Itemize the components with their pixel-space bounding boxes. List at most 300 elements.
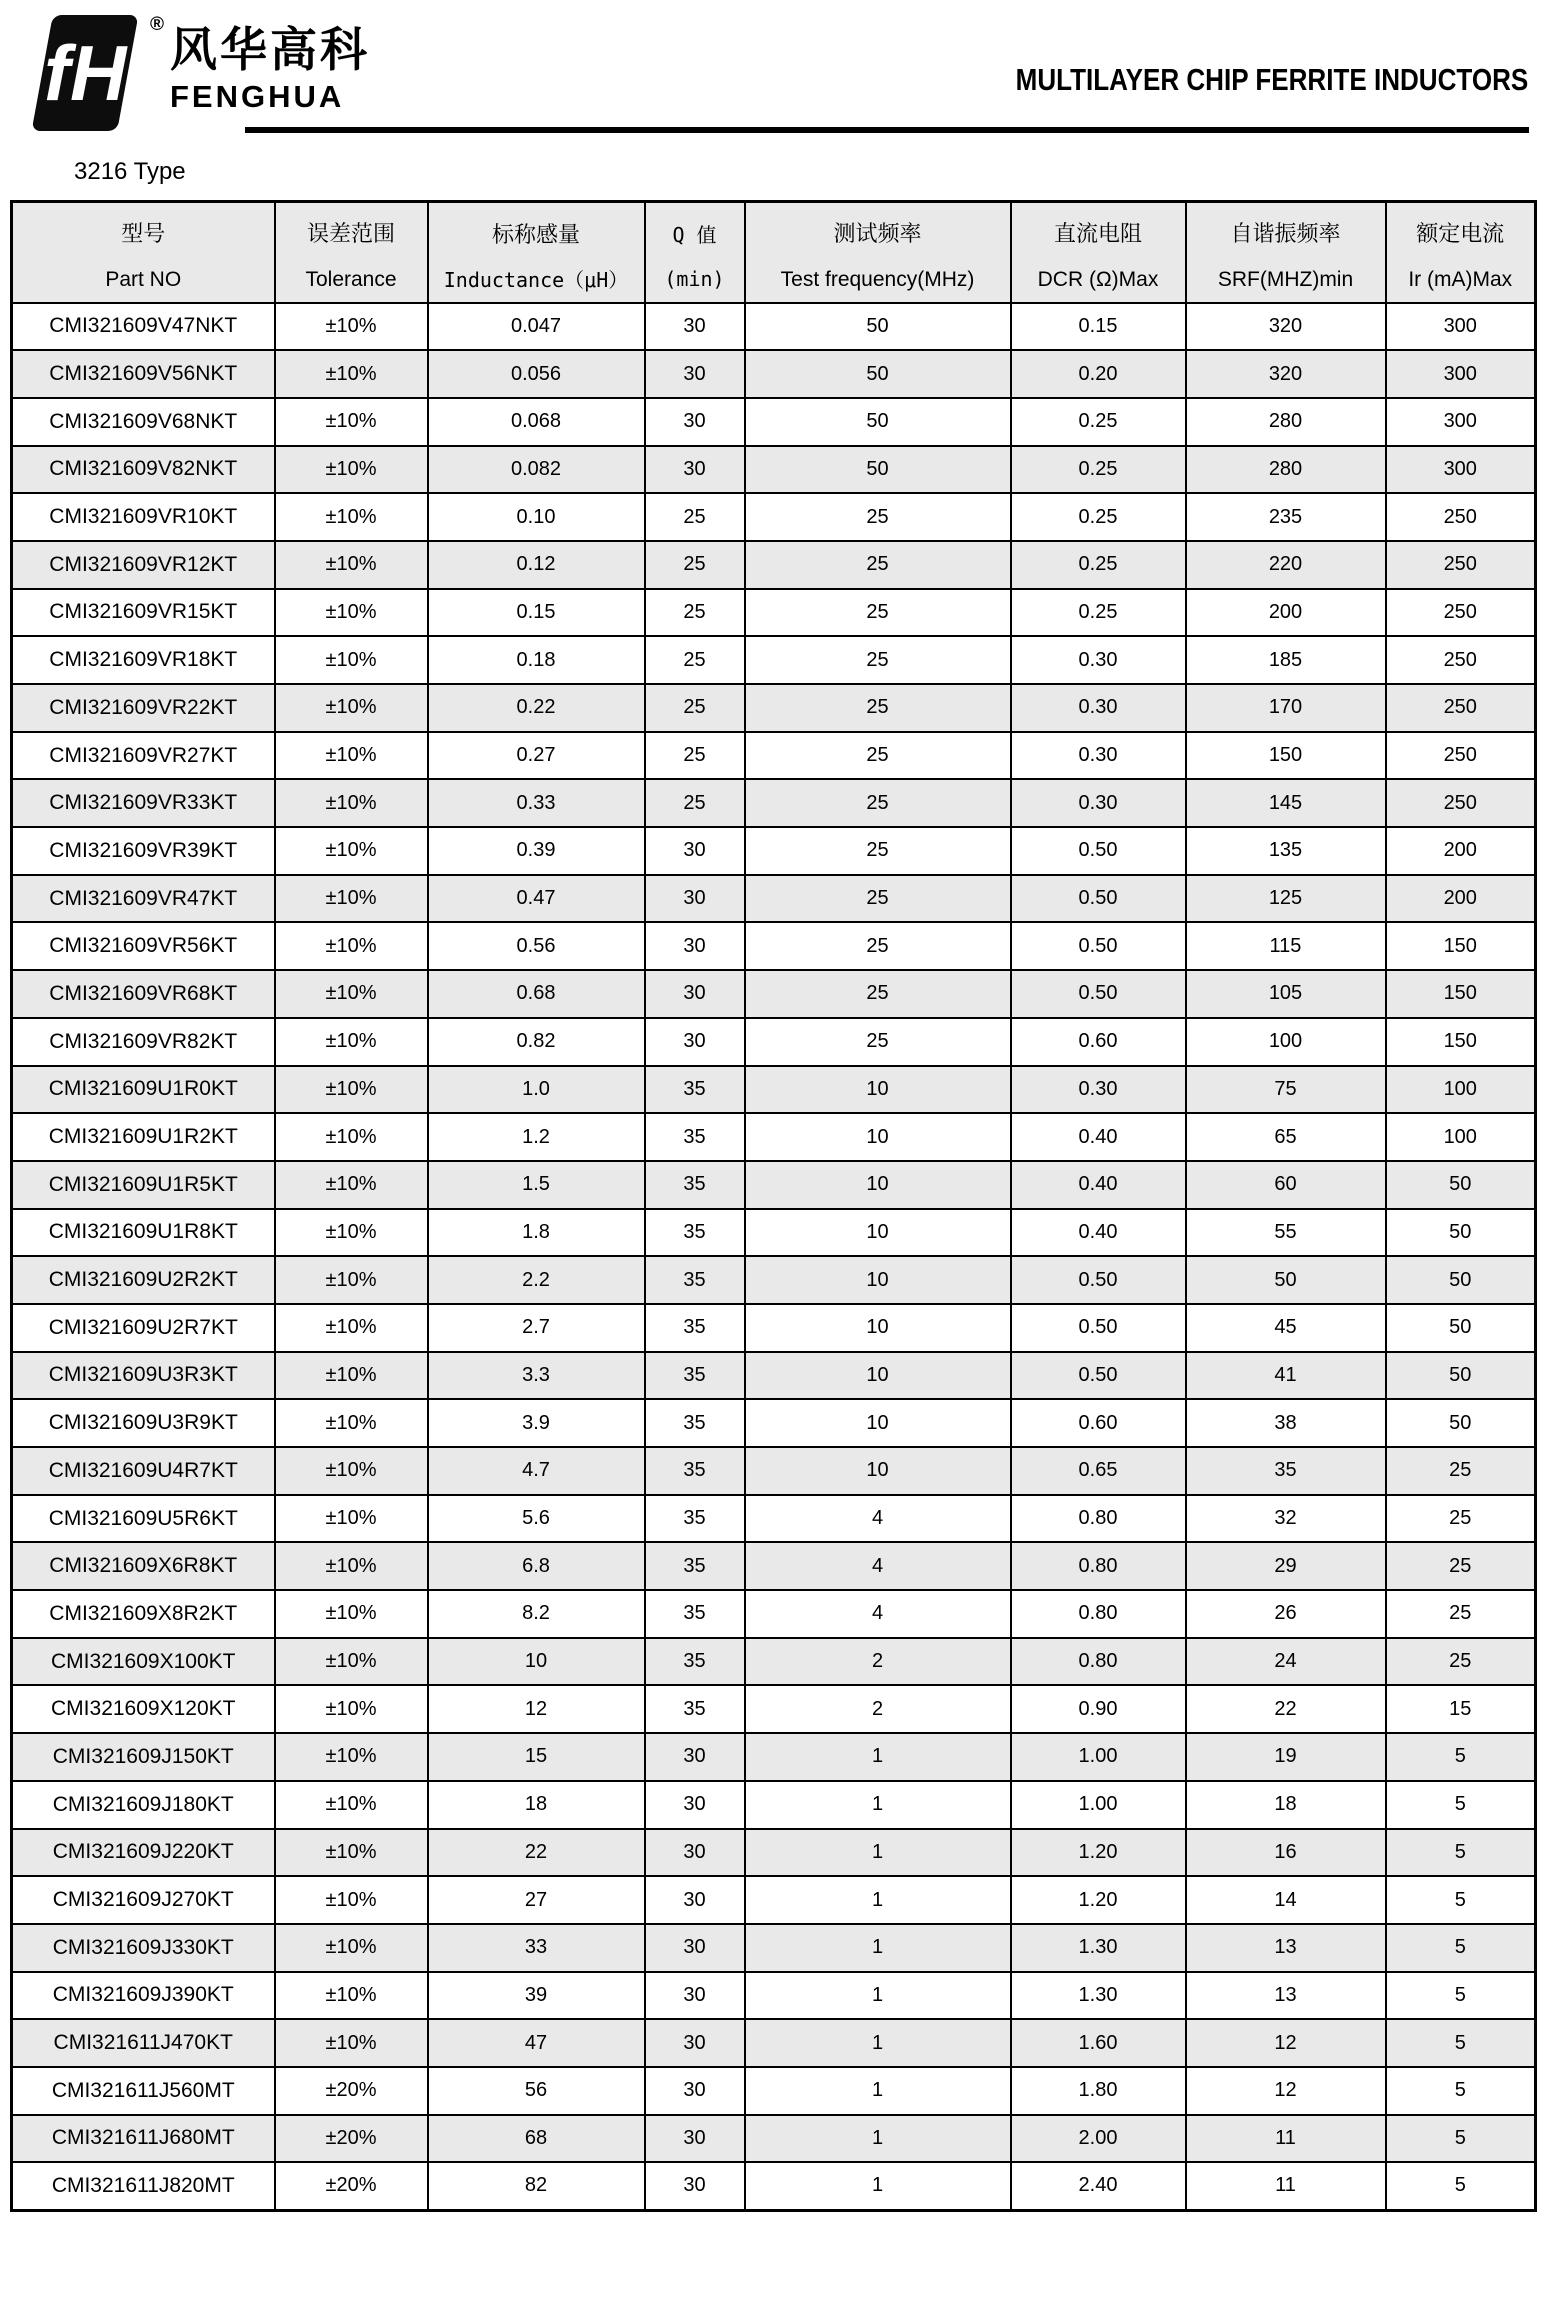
- cell-inductance: 0.15: [428, 589, 645, 637]
- cell-srf-min: 38: [1186, 1399, 1386, 1447]
- cell-test-frequency: 25: [745, 493, 1011, 541]
- cell-tolerance: ±10%: [275, 446, 428, 494]
- cell-inductance: 0.068: [428, 398, 645, 446]
- cell-test-frequency: 50: [745, 303, 1011, 351]
- cell-inductance: 0.18: [428, 636, 645, 684]
- cell-dcr-max: 0.65: [1011, 1447, 1186, 1495]
- cell-part-no: CMI321609X100KT: [12, 1638, 275, 1686]
- column-header-inductance: 标称感量 Inductance（μH）: [428, 202, 645, 303]
- cell-tolerance: ±10%: [275, 303, 428, 351]
- cell-dcr-max: 0.40: [1011, 1209, 1186, 1257]
- cell-test-frequency: 10: [745, 1447, 1011, 1495]
- cell-dcr-max: 1.20: [1011, 1876, 1186, 1924]
- cell-q-min: 35: [645, 1256, 745, 1304]
- column-header-test-frequency: 测试频率 Test frequency(MHz): [745, 202, 1011, 303]
- cell-srf-min: 105: [1186, 970, 1386, 1018]
- cell-dcr-max: 1.80: [1011, 2067, 1186, 2115]
- cell-q-min: 30: [645, 398, 745, 446]
- cell-part-no: CMI321609U1R8KT: [12, 1209, 275, 1257]
- cell-dcr-max: 0.25: [1011, 541, 1186, 589]
- cell-ir-max: 25: [1386, 1542, 1536, 1590]
- cell-srf-min: 75: [1186, 1066, 1386, 1114]
- table-row: [12, 684, 1536, 732]
- cell-q-min: 30: [645, 1781, 745, 1829]
- cell-srf-min: 170: [1186, 684, 1386, 732]
- cell-ir-max: 200: [1386, 875, 1536, 923]
- cell-tolerance: ±10%: [275, 779, 428, 827]
- table-row: [12, 398, 1536, 446]
- cell-tolerance: ±10%: [275, 398, 428, 446]
- cell-q-min: 30: [645, 2067, 745, 2115]
- cell-ir-max: 300: [1386, 350, 1536, 398]
- cell-part-no: CMI321609VR10KT: [12, 493, 275, 541]
- cell-inductance: 39: [428, 1972, 645, 2020]
- cell-dcr-max: 0.60: [1011, 1399, 1186, 1447]
- cell-test-frequency: 1: [745, 2067, 1011, 2115]
- header-divider: [245, 127, 1529, 133]
- cell-test-frequency: 25: [745, 541, 1011, 589]
- cell-ir-max: 25: [1386, 1590, 1536, 1638]
- cell-q-min: 35: [645, 1399, 745, 1447]
- cell-part-no: CMI321609U2R7KT: [12, 1304, 275, 1352]
- cell-q-min: 35: [645, 1113, 745, 1161]
- table-row: [12, 922, 1536, 970]
- cell-part-no: CMI321609U3R3KT: [12, 1352, 275, 1400]
- cell-test-frequency: 25: [745, 732, 1011, 780]
- cell-ir-max: 250: [1386, 541, 1536, 589]
- cell-inductance: 4.7: [428, 1447, 645, 1495]
- document-title: MULTILAYER CHIP FERRITE INDUCTORS: [1015, 62, 1528, 97]
- cell-ir-max: 5: [1386, 1781, 1536, 1829]
- cell-inductance: 2.7: [428, 1304, 645, 1352]
- cell-q-min: 35: [645, 1590, 745, 1638]
- cell-srf-min: 13: [1186, 1924, 1386, 1972]
- table-row: [12, 1113, 1536, 1161]
- cell-inductance: 1.8: [428, 1209, 645, 1257]
- cell-tolerance: ±10%: [275, 350, 428, 398]
- registered-trademark-icon: ®: [150, 14, 164, 35]
- cell-inductance: 0.27: [428, 732, 645, 780]
- cell-srf-min: 12: [1186, 2019, 1386, 2067]
- table-row: [12, 2115, 1536, 2163]
- cell-dcr-max: 1.30: [1011, 1972, 1186, 2020]
- cell-test-frequency: 1: [745, 1781, 1011, 1829]
- cell-ir-max: 5: [1386, 1972, 1536, 2020]
- cell-inductance: 3.9: [428, 1399, 645, 1447]
- cell-q-min: 30: [645, 1829, 745, 1877]
- cell-test-frequency: 50: [745, 398, 1011, 446]
- cell-dcr-max: 0.25: [1011, 589, 1186, 637]
- cell-srf-min: 45: [1186, 1304, 1386, 1352]
- cell-test-frequency: 25: [745, 875, 1011, 923]
- cell-tolerance: ±10%: [275, 1447, 428, 1495]
- cell-test-frequency: 10: [745, 1113, 1011, 1161]
- table-row: [12, 1066, 1536, 1114]
- cell-part-no: CMI321609J330KT: [12, 1924, 275, 1972]
- cell-tolerance: ±10%: [275, 1495, 428, 1543]
- cell-test-frequency: 25: [745, 779, 1011, 827]
- cell-part-no: CMI321611J560MT: [12, 2067, 275, 2115]
- cell-inductance: 0.047: [428, 303, 645, 351]
- cell-ir-max: 15: [1386, 1685, 1536, 1733]
- cell-dcr-max: 0.50: [1011, 1304, 1186, 1352]
- table-row: [12, 1352, 1536, 1400]
- cell-tolerance: ±10%: [275, 1685, 428, 1733]
- table-row: [12, 1447, 1536, 1495]
- cell-srf-min: 11: [1186, 2115, 1386, 2163]
- cell-part-no: CMI321611J680MT: [12, 2115, 275, 2163]
- cell-ir-max: 100: [1386, 1066, 1536, 1114]
- cell-part-no: CMI321609U2R2KT: [12, 1256, 275, 1304]
- cell-q-min: 30: [645, 446, 745, 494]
- cell-q-min: 30: [645, 1733, 745, 1781]
- cell-srf-min: 200: [1186, 589, 1386, 637]
- cell-dcr-max: 0.80: [1011, 1638, 1186, 1686]
- cell-srf-min: 12: [1186, 2067, 1386, 2115]
- cell-ir-max: 250: [1386, 779, 1536, 827]
- cell-inductance: 10: [428, 1638, 645, 1686]
- cell-q-min: 35: [645, 1638, 745, 1686]
- cell-tolerance: ±20%: [275, 2162, 428, 2210]
- cell-test-frequency: 25: [745, 684, 1011, 732]
- cell-test-frequency: 25: [745, 922, 1011, 970]
- fenghua-logo-icon: [28, 12, 164, 134]
- cell-test-frequency: 50: [745, 446, 1011, 494]
- cell-test-frequency: 10: [745, 1352, 1011, 1400]
- cell-part-no: CMI321609J220KT: [12, 1829, 275, 1877]
- cell-dcr-max: 1.20: [1011, 1829, 1186, 1877]
- cell-part-no: CMI321609VR56KT: [12, 922, 275, 970]
- cell-ir-max: 150: [1386, 922, 1536, 970]
- cell-part-no: CMI321609J150KT: [12, 1733, 275, 1781]
- cell-q-min: 30: [645, 2162, 745, 2210]
- cell-ir-max: 5: [1386, 1876, 1536, 1924]
- cell-part-no: CMI321609VR33KT: [12, 779, 275, 827]
- cell-srf-min: 16: [1186, 1829, 1386, 1877]
- cell-ir-max: 250: [1386, 684, 1536, 732]
- cell-inductance: 0.68: [428, 970, 645, 1018]
- cell-q-min: 30: [645, 1924, 745, 1972]
- table-row: [12, 1018, 1536, 1066]
- cell-test-frequency: 10: [745, 1209, 1011, 1257]
- cell-tolerance: ±10%: [275, 493, 428, 541]
- cell-srf-min: 13: [1186, 1972, 1386, 2020]
- cell-srf-min: 24: [1186, 1638, 1386, 1686]
- cell-inductance: 3.3: [428, 1352, 645, 1400]
- column-header-q-min: Q 值 (min): [645, 202, 745, 303]
- cell-dcr-max: 0.30: [1011, 779, 1186, 827]
- cell-tolerance: ±10%: [275, 827, 428, 875]
- cell-ir-max: 50: [1386, 1399, 1536, 1447]
- cell-ir-max: 250: [1386, 636, 1536, 684]
- cell-ir-max: 25: [1386, 1638, 1536, 1686]
- cell-dcr-max: 1.00: [1011, 1733, 1186, 1781]
- cell-test-frequency: 1: [745, 2162, 1011, 2210]
- cell-inductance: 12: [428, 1685, 645, 1733]
- table-row: [12, 493, 1536, 541]
- cell-dcr-max: 2.00: [1011, 2115, 1186, 2163]
- cell-test-frequency: 25: [745, 589, 1011, 637]
- cell-inductance: 68: [428, 2115, 645, 2163]
- cell-srf-min: 60: [1186, 1161, 1386, 1209]
- cell-inductance: 27: [428, 1876, 645, 1924]
- cell-inductance: 6.8: [428, 1542, 645, 1590]
- cell-ir-max: 50: [1386, 1209, 1536, 1257]
- cell-tolerance: ±20%: [275, 2115, 428, 2163]
- table-row: [12, 779, 1536, 827]
- cell-srf-min: 41: [1186, 1352, 1386, 1400]
- cell-part-no: CMI321609U1R2KT: [12, 1113, 275, 1161]
- brand-name-chinese: 风华高科: [170, 23, 370, 76]
- cell-tolerance: ±10%: [275, 1161, 428, 1209]
- table-row: [12, 732, 1536, 780]
- brand-logo: [28, 12, 370, 134]
- cell-srf-min: 145: [1186, 779, 1386, 827]
- cell-test-frequency: 1: [745, 2019, 1011, 2067]
- cell-inductance: 1.5: [428, 1161, 645, 1209]
- cell-srf-min: 235: [1186, 493, 1386, 541]
- cell-test-frequency: 1: [745, 2115, 1011, 2163]
- cell-part-no: CMI321611J470KT: [12, 2019, 275, 2067]
- cell-inductance: 5.6: [428, 1495, 645, 1543]
- cell-inductance: 0.39: [428, 827, 645, 875]
- cell-tolerance: ±10%: [275, 1304, 428, 1352]
- cell-dcr-max: 1.60: [1011, 2019, 1186, 2067]
- cell-ir-max: 250: [1386, 493, 1536, 541]
- cell-srf-min: 29: [1186, 1542, 1386, 1590]
- cell-ir-max: 5: [1386, 1924, 1536, 1972]
- cell-dcr-max: 2.40: [1011, 2162, 1186, 2210]
- cell-q-min: 25: [645, 589, 745, 637]
- column-header-ir-max: 额定电流 Ir (mA)Max: [1386, 202, 1536, 303]
- cell-test-frequency: 25: [745, 1018, 1011, 1066]
- spec-table-head-row: [12, 202, 1536, 303]
- cell-srf-min: 65: [1186, 1113, 1386, 1161]
- cell-dcr-max: 0.20: [1011, 350, 1186, 398]
- cell-srf-min: 125: [1186, 875, 1386, 923]
- cell-q-min: 30: [645, 303, 745, 351]
- cell-srf-min: 280: [1186, 446, 1386, 494]
- cell-inductance: 0.47: [428, 875, 645, 923]
- table-row: [12, 446, 1536, 494]
- cell-test-frequency: 1: [745, 1924, 1011, 1972]
- cell-tolerance: ±10%: [275, 1924, 428, 1972]
- cell-tolerance: ±10%: [275, 684, 428, 732]
- cell-test-frequency: 25: [745, 636, 1011, 684]
- table-row: [12, 541, 1536, 589]
- cell-inductance: 0.082: [428, 446, 645, 494]
- cell-q-min: 25: [645, 636, 745, 684]
- cell-tolerance: ±10%: [275, 1638, 428, 1686]
- cell-part-no: CMI321609J270KT: [12, 1876, 275, 1924]
- cell-dcr-max: 0.50: [1011, 922, 1186, 970]
- table-row: [12, 303, 1536, 351]
- cell-test-frequency: 4: [745, 1542, 1011, 1590]
- cell-part-no: CMI321611J820MT: [12, 2162, 275, 2210]
- cell-test-frequency: 25: [745, 970, 1011, 1018]
- cell-dcr-max: 0.80: [1011, 1590, 1186, 1638]
- cell-ir-max: 5: [1386, 2162, 1536, 2210]
- cell-q-min: 35: [645, 1542, 745, 1590]
- cell-dcr-max: 0.50: [1011, 1352, 1186, 1400]
- cell-q-min: 35: [645, 1304, 745, 1352]
- cell-srf-min: 22: [1186, 1685, 1386, 1733]
- cell-ir-max: 50: [1386, 1256, 1536, 1304]
- cell-ir-max: 100: [1386, 1113, 1536, 1161]
- cell-tolerance: ±10%: [275, 1209, 428, 1257]
- cell-q-min: 25: [645, 732, 745, 780]
- table-row: [12, 1781, 1536, 1829]
- cell-ir-max: 150: [1386, 970, 1536, 1018]
- cell-inductance: 0.82: [428, 1018, 645, 1066]
- cell-q-min: 30: [645, 970, 745, 1018]
- cell-dcr-max: 0.50: [1011, 875, 1186, 923]
- table-row: [12, 2019, 1536, 2067]
- cell-srf-min: 11: [1186, 2162, 1386, 2210]
- table-row: [12, 350, 1536, 398]
- table-row: [12, 1876, 1536, 1924]
- cell-part-no: CMI321609VR39KT: [12, 827, 275, 875]
- column-header-tolerance: 误差范围 Tolerance: [275, 202, 428, 303]
- table-row: [12, 1209, 1536, 1257]
- cell-srf-min: 100: [1186, 1018, 1386, 1066]
- table-row: [12, 1972, 1536, 2020]
- cell-tolerance: ±10%: [275, 1972, 428, 2020]
- brand-text: [170, 12, 370, 115]
- table-row: [12, 1733, 1536, 1781]
- cell-ir-max: 5: [1386, 2115, 1536, 2163]
- svg-text:fH: fH: [44, 29, 127, 117]
- cell-dcr-max: 0.80: [1011, 1542, 1186, 1590]
- cell-inductance: 82: [428, 2162, 645, 2210]
- cell-srf-min: 220: [1186, 541, 1386, 589]
- cell-q-min: 30: [645, 922, 745, 970]
- cell-tolerance: ±10%: [275, 1066, 428, 1114]
- cell-inductance: 56: [428, 2067, 645, 2115]
- cell-q-min: 35: [645, 1352, 745, 1400]
- column-header-srf-min: 自谐振频率 SRF(MHZ)min: [1186, 202, 1386, 303]
- cell-q-min: 25: [645, 779, 745, 827]
- cell-part-no: CMI321609VR47KT: [12, 875, 275, 923]
- table-row: [12, 1495, 1536, 1543]
- cell-srf-min: 19: [1186, 1733, 1386, 1781]
- cell-part-no: CMI321609VR82KT: [12, 1018, 275, 1066]
- cell-tolerance: ±10%: [275, 1399, 428, 1447]
- cell-dcr-max: 0.50: [1011, 1256, 1186, 1304]
- cell-part-no: CMI321609X6R8KT: [12, 1542, 275, 1590]
- cell-ir-max: 150: [1386, 1018, 1536, 1066]
- cell-inductance: 22: [428, 1829, 645, 1877]
- brand-name-english: FENGHUA: [170, 79, 345, 114]
- cell-test-frequency: 1: [745, 1733, 1011, 1781]
- cell-tolerance: ±10%: [275, 1590, 428, 1638]
- table-row: [12, 1399, 1536, 1447]
- cell-dcr-max: 0.30: [1011, 684, 1186, 732]
- cell-srf-min: 35: [1186, 1447, 1386, 1495]
- cell-q-min: 30: [645, 1876, 745, 1924]
- cell-tolerance: ±10%: [275, 1542, 428, 1590]
- cell-srf-min: 18: [1186, 1781, 1386, 1829]
- cell-part-no: CMI321609VR27KT: [12, 732, 275, 780]
- table-row: [12, 1256, 1536, 1304]
- cell-test-frequency: 50: [745, 350, 1011, 398]
- cell-tolerance: ±20%: [275, 2067, 428, 2115]
- cell-tolerance: ±10%: [275, 589, 428, 637]
- cell-dcr-max: 0.60: [1011, 1018, 1186, 1066]
- cell-part-no: CMI321609V68NKT: [12, 398, 275, 446]
- cell-q-min: 30: [645, 1972, 745, 2020]
- cell-ir-max: 50: [1386, 1161, 1536, 1209]
- cell-srf-min: 26: [1186, 1590, 1386, 1638]
- cell-srf-min: 320: [1186, 350, 1386, 398]
- cell-ir-max: 5: [1386, 1733, 1536, 1781]
- cell-test-frequency: 10: [745, 1304, 1011, 1352]
- cell-part-no: CMI321609VR22KT: [12, 684, 275, 732]
- cell-q-min: 35: [645, 1447, 745, 1495]
- cell-part-no: CMI321609V56NKT: [12, 350, 275, 398]
- table-row: [12, 1304, 1536, 1352]
- cell-part-no: CMI321609U5R6KT: [12, 1495, 275, 1543]
- cell-part-no: CMI321609VR12KT: [12, 541, 275, 589]
- cell-test-frequency: 4: [745, 1590, 1011, 1638]
- cell-q-min: 25: [645, 493, 745, 541]
- cell-part-no: CMI321609X120KT: [12, 1685, 275, 1733]
- cell-tolerance: ±10%: [275, 1781, 428, 1829]
- cell-test-frequency: 10: [745, 1399, 1011, 1447]
- cell-q-min: 35: [645, 1161, 745, 1209]
- cell-srf-min: 50: [1186, 1256, 1386, 1304]
- cell-part-no: CMI321609VR68KT: [12, 970, 275, 1018]
- cell-dcr-max: 0.50: [1011, 970, 1186, 1018]
- cell-ir-max: 300: [1386, 446, 1536, 494]
- cell-q-min: 30: [645, 2115, 745, 2163]
- cell-inductance: 0.056: [428, 350, 645, 398]
- cell-ir-max: 300: [1386, 398, 1536, 446]
- cell-tolerance: ±10%: [275, 1876, 428, 1924]
- cell-dcr-max: 0.30: [1011, 732, 1186, 780]
- cell-part-no: CMI321609J180KT: [12, 1781, 275, 1829]
- cell-tolerance: ±10%: [275, 1256, 428, 1304]
- cell-part-no: CMI321609J390KT: [12, 1972, 275, 2020]
- type-label: 3216 Type: [74, 158, 186, 185]
- cell-tolerance: ±10%: [275, 875, 428, 923]
- cell-dcr-max: 0.40: [1011, 1161, 1186, 1209]
- cell-dcr-max: 1.30: [1011, 1924, 1186, 1972]
- cell-tolerance: ±10%: [275, 922, 428, 970]
- cell-srf-min: 320: [1186, 303, 1386, 351]
- cell-q-min: 30: [645, 2019, 745, 2067]
- cell-ir-max: 5: [1386, 1829, 1536, 1877]
- cell-inductance: 18: [428, 1781, 645, 1829]
- table-row: [12, 1924, 1536, 1972]
- table-row: [12, 1542, 1536, 1590]
- cell-tolerance: ±10%: [275, 1352, 428, 1400]
- cell-part-no: CMI321609U3R9KT: [12, 1399, 275, 1447]
- cell-part-no: CMI321609U1R5KT: [12, 1161, 275, 1209]
- cell-inductance: 1.0: [428, 1066, 645, 1114]
- cell-dcr-max: 0.50: [1011, 827, 1186, 875]
- cell-inductance: 0.33: [428, 779, 645, 827]
- cell-test-frequency: 1: [745, 1829, 1011, 1877]
- table-row: [12, 2162, 1536, 2210]
- cell-srf-min: 115: [1186, 922, 1386, 970]
- cell-test-frequency: 1: [745, 1972, 1011, 2020]
- cell-tolerance: ±10%: [275, 1829, 428, 1877]
- cell-test-frequency: 4: [745, 1495, 1011, 1543]
- cell-dcr-max: 0.30: [1011, 1066, 1186, 1114]
- cell-dcr-max: 0.25: [1011, 446, 1186, 494]
- cell-tolerance: ±10%: [275, 1113, 428, 1161]
